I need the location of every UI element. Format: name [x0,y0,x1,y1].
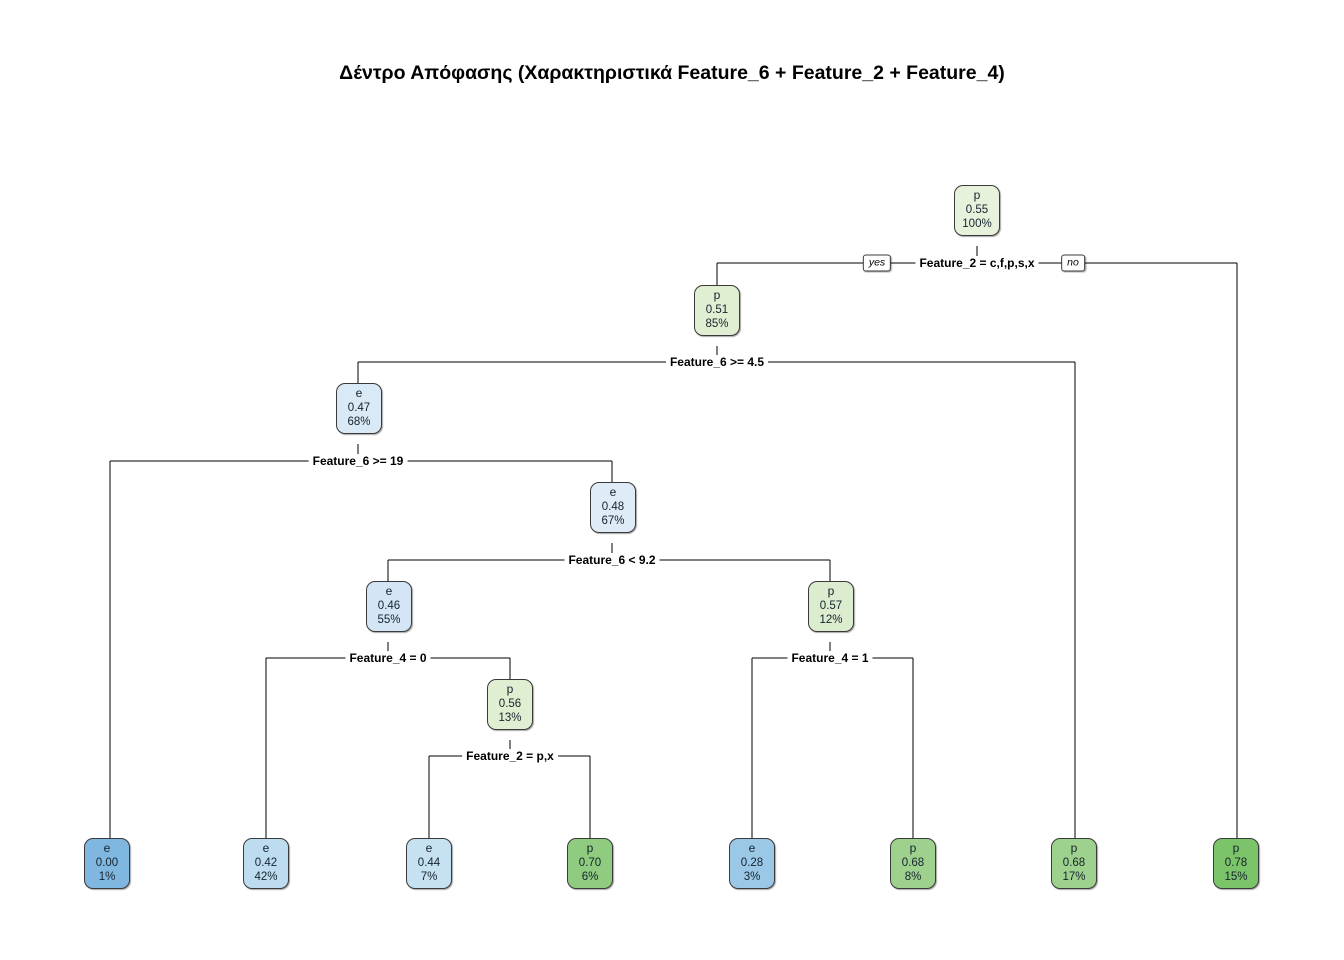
node-class: p [506,682,514,696]
node-class: p [973,188,981,202]
node-percent: 15% [1224,871,1248,883]
tree-leaf[interactable] [1213,838,1259,889]
node-class: e [609,485,617,499]
node-class: p [827,584,835,598]
node-percent: 12% [819,614,843,626]
node-class: p [586,841,594,855]
tree-leaf[interactable] [729,838,775,889]
split-label: Feature_2 = p,x [462,749,558,763]
node-class: e [355,386,363,400]
node-percent: 85% [705,318,729,330]
split-label: Feature_6 >= 4.5 [666,355,768,369]
node-class: p [909,841,917,855]
node-probability: 0.47 [347,401,371,414]
node-probability: 0.78 [1224,856,1248,869]
node-class: e [385,584,393,598]
node-percent: 100% [962,218,992,230]
node-probability: 0.00 [95,856,119,869]
tree-node[interactable] [487,679,533,730]
edge-label-no: no [1061,255,1085,272]
node-probability: 0.68 [1062,856,1086,869]
node-class: p [1232,841,1240,855]
node-probability: 0.56 [498,697,522,710]
node-percent: 3% [743,871,761,883]
tree-leaf[interactable] [1051,838,1097,889]
tree-leaf[interactable] [567,838,613,889]
tree-node[interactable] [590,482,636,533]
node-probability: 0.48 [601,500,625,513]
node-percent: 7% [420,871,438,883]
node-percent: 42% [254,871,278,883]
split-label: Feature_4 = 0 [345,651,430,665]
tree-leaf[interactable] [84,838,130,889]
node-class: e [103,841,111,855]
tree-node[interactable] [366,581,412,632]
node-class: e [425,841,433,855]
tree-node[interactable] [808,581,854,632]
node-percent: 8% [904,871,922,883]
node-percent: 6% [581,871,599,883]
tree-node[interactable] [954,185,1000,236]
node-percent: 67% [601,515,625,527]
page-title: Δέντρο Απόφασης (Χαρακτηριστικά Feature_6 + Feature_2 + Feature_4) [339,62,1005,84]
node-probability: 0.44 [417,856,441,869]
node-probability: 0.68 [901,856,925,869]
node-probability: 0.42 [254,856,278,869]
node-probability: 0.46 [377,599,401,612]
node-percent: 1% [98,871,116,883]
node-percent: 55% [377,614,401,626]
tree-leaf[interactable] [890,838,936,889]
node-class: e [262,841,270,855]
node-probability: 0.51 [705,303,729,316]
node-probability: 0.55 [965,203,989,216]
split-label: Feature_6 >= 19 [309,454,408,468]
node-class: p [713,288,721,302]
tree-node[interactable] [694,285,740,336]
edge-label-yes: yes [863,255,891,272]
node-percent: 13% [498,712,522,724]
split-label: Feature_2 = c,f,p,s,x [915,256,1038,270]
node-class: p [1070,841,1078,855]
node-probability: 0.57 [819,599,843,612]
node-probability: 0.28 [740,856,764,869]
split-label: Feature_6 < 9.2 [564,553,659,567]
node-percent: 68% [347,416,371,428]
tree-node[interactable] [336,383,382,434]
node-class: e [748,841,756,855]
tree-leaf[interactable] [243,838,289,889]
node-percent: 17% [1062,871,1086,883]
node-probability: 0.70 [578,856,602,869]
tree-leaf[interactable] [406,838,452,889]
split-label: Feature_4 = 1 [787,651,872,665]
